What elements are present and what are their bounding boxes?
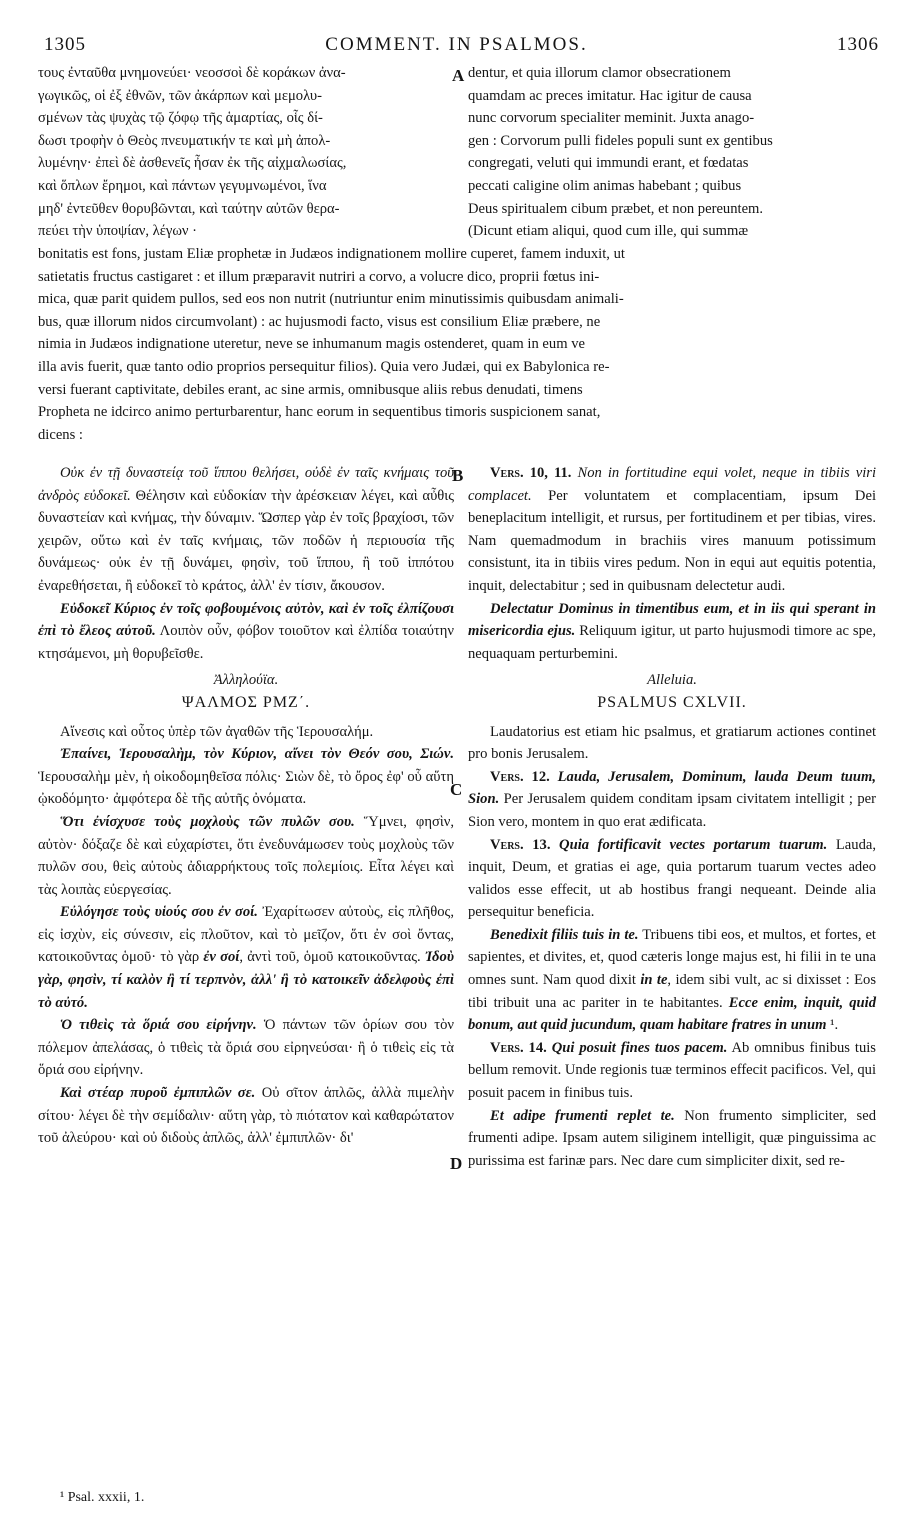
- page-number-left: 1305: [44, 34, 86, 55]
- margin-letter-d: D: [450, 1154, 463, 1173]
- latin-paragraph: Vers. 14. Qui posuit fines tuos pacem. Ab omnibus finibus tuis bellum removit. Unde regionis tuæ terminos effecit pacificos. Vel, qui posuit pacem in finibus tuis.: [468, 1039, 876, 1102]
- margin-letter-b: B: [452, 466, 464, 485]
- greek-paragraph: Οὐκ ἐν τῇ δυναστείᾳ τοῦ ἵππου θελήσει, οὐδὲ ἐν ταῖς κνήμαις τοῦ ἀνδρὸς εὐδοκεῖ. Θέλησιν καὶ εὐδοκίαν τὴν ἀρέσκειαν λέγει, καὶ αὖθις δυναστείαν καὶ κνήμας, τὴν δύναμιν. Ὥσπερ γὰρ ἐν τοῖς βραχίοσι, τῶν χειρῶν, οὕτω καὶ ἐν ταῖς κνήμαις, τῶν ποδῶν ἡ περιουσία τῆς δυνάμεως· οὐκ ἐν τῇ δυνάμει, φησὶν, τοῦ ἵππου, ἢ τοῦ ἱππότου ἐναρεθήσεται, ἢ εὐδοκεῖ τὸ κράτος, ἀλλ' ἐν τίσιν, ἄκουσον.: [38, 465, 454, 594]
- alleluia-latin: Alleluia.: [647, 672, 697, 689]
- greek-paragraph: Εὐδοκεῖ Κύριος ἐν τοῖς φοβουμένοις αὐτὸν, καὶ ἐν τοῖς ἐλπίζουσι ἐπὶ τὸ ἔλεος αὐτοῦ. Λοιπὸν οὖν, φόβον τοιοῦτον καὶ ἐλπίδα τοιαύτην κτησάμενοι, μὴ θορυβεῖσθε.: [38, 600, 455, 662]
- greek-line: πεύει τὴν ὑποψίαν, λέγων ·: [38, 223, 198, 240]
- greek-top-block: [38, 62, 454, 243]
- latin-line: peccati caligine olim animas habebant ; quibus: [468, 177, 742, 194]
- latin-line: satietatis fructus castigaret : et illum præparavit nutriri a corvo, a volucre dico, proprii fœtus ini-: [38, 268, 600, 285]
- latin-top-block: [468, 62, 876, 243]
- greek-line: σμένων τὰς ψυχὰς τῷ ζόφῳ τῆς ἁμαρτίας, οἷς δί-: [38, 110, 323, 127]
- page-number-right: 1306: [837, 34, 879, 55]
- margin-letter-c: C: [450, 780, 463, 799]
- greek-line: δωσι τροφὴν ὁ Θεὸς πνευματικήν τε καὶ μὴ ἀπολ-: [38, 132, 331, 149]
- latin-line: nimia in Judæos indignatione uteretur, neve se inhumanum magis ostenderet, quam in eum ve: [38, 336, 585, 353]
- latin-line: bus, quæ illorum nidos circumvolant) : ac hujusmodi facto, visus est consilium Eliæ præbere, ne: [38, 313, 601, 330]
- latin-line: versi fuerant captivitate, debiles erant, ac sine armis, omnibusque aliis rebus denudati, timens: [38, 381, 583, 398]
- psalm-title-latin: PSALMUS CXLVII.: [597, 693, 747, 711]
- latin-line: dentur, et quia illorum clamor obsecrationem: [468, 65, 731, 81]
- latin-line: bonitatis est fons, justam Eliæ prophetæ in Judæos indignationem mollire cuperet, famem induxit, ut: [38, 246, 625, 262]
- running-title: COMMENT. IN PSALMOS.: [325, 34, 588, 55]
- latin-line: congregati, veluti qui immundi erant, et fœdatas: [468, 155, 749, 172]
- latin-paragraph: Vers. 13. Quia fortificavit vectes portarum tuarum. Lauda, inquit, Deum, et gratias ei age, quia portarum tuarum vectes adeo validos esse effecit, ut ab hostibus frangi nequeant. Deinde alia persequitur beneficia.: [468, 836, 876, 921]
- latin-paragraph: Laudatorius est etiam hic psalmus, et gratiarum actiones continet pro bonis Jerusalem.: [468, 723, 876, 763]
- latin-line: (Dicunt etiam aliqui, quod cum ille, qui summæ: [468, 223, 749, 240]
- greek-line: καὶ ὅπλων ἔρημοι, καὶ πάντων γεγυμνωμένοι, ἵνα: [38, 177, 327, 194]
- greek-paragraph: Ὁ τιθεὶς τὰ ὅριά σου εἰρήνην. Ὁ πάντων τῶν ὁρίων σου τὸν πόλεμον ἀπελάσας, ὁ τιθεὶς τὰ ὅριά σου εἰρηνεύσαι· ἢ ὁ τιθεὶς εἰς τὰ ὅριά σου εἰρήνην.: [38, 1017, 454, 1079]
- greek-paragraph: Καὶ στέαρ πυροῦ ἐμπιπλῶν σε. Οὐ σῖτον ἁπλῶς, ἀλλὰ πιμελὴν σίτου· λέγει δὲ τὴν σεμίδαλιν· αὕτη γὰρ, τὸ πιότατον καὶ καθαρώτατον τοῦ ἀλεύρου· καὶ οὐ διδοὺς ἁπλῶς, ἀλλ' ἐμπιπλῶν· δι': [38, 1085, 454, 1147]
- latin-line: gen : Corvorum pulli fideles populi sunt ex gentibus: [468, 132, 773, 149]
- greek-line: λυμένην· ἐπεὶ δὲ ἀσθενεῖς ἦσαν ἐκ τῆς αἰχμαλωσίας,: [38, 155, 347, 172]
- latin-paragraph: Delectatur Dominus in timentibus eum, et in iis qui sperant in misericordia ejus. Reliquum igitur, ut parto hujusmodi timore ac spe, nequaquam perturbemini.: [468, 600, 876, 662]
- greek-paragraph: Ἐπαίνει, Ἱερουσαλὴμ, τὸν Κύριον, αἴνει τὸν Θεόν σου, Σιών. Ἱερουσαλὴμ μὲν, ἡ οἰκοδομηθεῖσα πόλις· Σιὼν δὲ, τὸ ὄρος ἐφ' οὗ αὕτη ᾠκοδόμητο· ἀμφότερα δὲ τῆς αὐτῆς ὀνόματα.: [38, 746, 454, 808]
- latin-full-width-block: [38, 243, 876, 446]
- latin-column: [468, 462, 876, 1172]
- latin-paragraph: Benedixit filiis tuis in te. Tribuens tibi eos, et multos, et fortes, et sapientes, et divites, et, quod cæteris longe majus est, hi filii in te una omnes sunt. Nam quod dixit in te, idem sibi vult, ac si dixisset : Eos tibi tribuit una ac pariter in te habitantes. Ecce enim, inquit, quid bonum, aut quid jucundum, quam habitare fratres in unum ¹.: [468, 926, 876, 1034]
- greek-line: μηδ' ἐντεῦθεν θορυβῶνται, καὶ ταύτην αὐτῶν θερα-: [38, 200, 340, 217]
- latin-line: Deus spiritualem cibum præbet, et non pereuntem.: [468, 200, 764, 217]
- greek-column: [38, 462, 454, 1150]
- latin-line: mica, quæ parit quidem pullos, sed eos non nutrit (nutriuntur enim minutissimis quibusdam animali-: [38, 291, 624, 308]
- latin-paragraph: Et adipe frumenti replet te. Non frumento simpliciter, sed frumenti adipe. Ipsam autem siliginem intelligit, quæ pinguissima ac purissima est farinæ pars. Nec dare cum simpliciter dixit, sed re-: [468, 1107, 876, 1169]
- greek-paragraph: Αἴνεσις καὶ οὗτος ὑπὲρ τῶν ἀγαθῶν τῆς Ἱερουσαλήμ.: [60, 723, 374, 740]
- greek-paragraph: Ὅτι ἐνίσχυσε τοὺς μοχλοὺς τῶν πυλῶν σου. Ὕμνει, φησὶν, αὐτὸν· δόξαζε δὲ καὶ εὐχαρίστει, ὅτι ἐνεδυνάμωσεν τοὺς μοχλοὺς τῶν πυλῶν σου, θεὶς αὐτοὺς ἀδιαρρήκτους τοῖς πολεμίοις. Εἶτα λέγει καὶ τὰς λοιπὰς εὐεργεσίας.: [38, 813, 455, 898]
- footnote: ¹ Psal. xxxii, 1.: [60, 1490, 145, 1505]
- latin-line: quamdam ac preces imitatur. Hac igitur de causa: [468, 87, 752, 104]
- latin-paragraph: Vers. 12. Lauda, Jerusalem, Dominum, lauda Deum tuum, Sion. Per Jerusalem quidem conditam ipsam civitatem intelligit ; per Sion vero, montem in quo erat ædificata.: [468, 768, 876, 830]
- alleluia-greek: Ἀλληλούϊα.: [213, 672, 279, 689]
- latin-line: Propheta ne idcirco animo perturbarentur, hanc eorum in sequentibus timoris suspicionem sanat,: [38, 404, 601, 421]
- greek-paragraph: Εὐλόγησε τοὺς υἱούς σου ἐν σοί. Ἐχαρίτωσεν αὐτοὺς, εἰς πλῆθος, εἰς ἰσχὺν, εἰς σύνεσιν, εἰς πλοῦτον, καὶ τὸ μεῖζον, ὅτι ἐν σοὶ ὄντας, κατοικοῦντας ὁμοῦ· τὸ γὰρ ἐν σοί, ἀντὶ τοῦ, ὁμοῦ κατοικοῦντας. Ἰδοὺ γὰρ, φησὶν, τί καλὸν ἢ τί τερπνὸν, ἀλλ' ἢ τὸ κατοικεῖν ἀδελφοὺς ἐπὶ τὸ αὐτό.: [38, 904, 454, 1011]
- psalm-title-greek: ΨΑΛΜΟΣ ΡΜΖ΄.: [181, 693, 311, 711]
- latin-line: illa avis fuerit, quæ tanto odio proprios persequitur filios). Quia vero Judæi, qui ex Babylonica re-: [38, 358, 610, 375]
- margin-letter-a: A: [452, 66, 465, 85]
- latin-line: dicens :: [38, 426, 83, 443]
- greek-line: τους ἐνταῦθα μνημονεύει· νεοσσοὶ δὲ κοράκων ἀνα-: [38, 65, 346, 81]
- greek-line: γωγικῶς, οἱ ἐξ ἐθνῶν, τῶν ἀκάρπων καὶ μεμολυ-: [38, 87, 322, 104]
- latin-line: nunc corvorum specialiter meminit. Juxta anago-: [468, 110, 755, 127]
- latin-paragraph: Vers. 10, 11. Non in fortitudine equi volet, neque in tibiis viri complacet. Per voluntatem et complacentiam, ipsum Dei beneplacitum intelligit, et rursus, per fortitudinem et per tibias, vires. Nam quemadmodum in brachiis vires manuum potissimum consistunt, ita in tibiis vires pedum. Non in equi aut equitis potentia, inquit, delectabitur ; sed in quibusnam delectetur audi.: [468, 465, 876, 594]
